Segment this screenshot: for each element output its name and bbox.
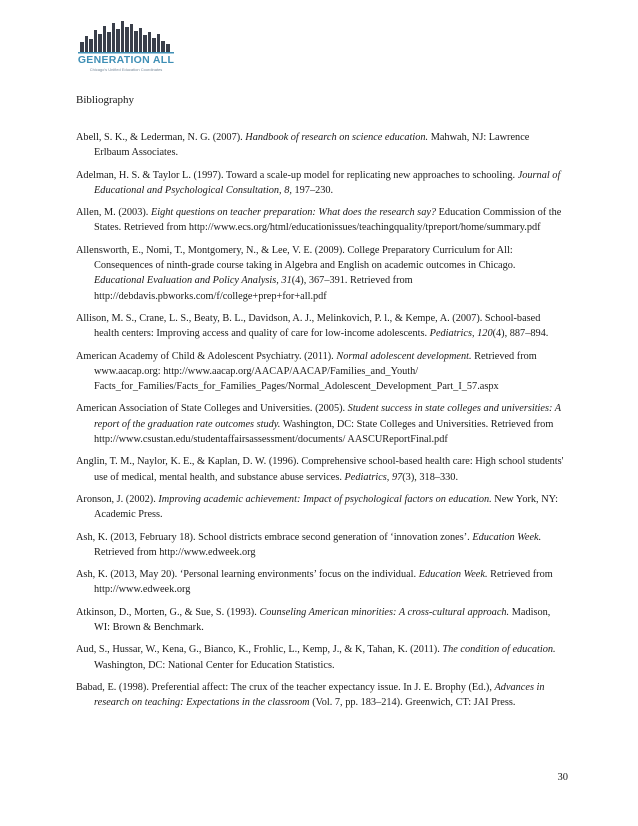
reference-text: Washington, DC: National Center for Education Statistics.: [94, 659, 335, 671]
reference-text: (4), 367–391. Retrieved from http://debdavis.pbworks.com/f/college+prep+for+all.pdf: [94, 275, 413, 302]
reference-italic-text: Educational Evaluation and Policy Analysis, 31: [94, 275, 292, 287]
reference-text: Abell, S. K., & Lederman, N. G. (2007).: [76, 132, 246, 143]
reference-text: Atkinson, D., Morten, G., & Sue, S. (1993).: [76, 606, 260, 618]
reference-italic-text: The condition of education.: [442, 644, 556, 656]
reference-entry: [76, 243, 566, 304]
reference-italic-text: Pediatrics, 120: [429, 328, 493, 340]
reference-text: Retrieved from http://www.edweek.org: [94, 546, 256, 558]
reference-text: Mahwah, NJ: Lawrence Erlbaum Associates.: [94, 132, 530, 159]
reference-italic-text: Education Week.: [418, 569, 488, 581]
reference-entry: [76, 567, 566, 598]
reference-text: American Association of State Colleges and Universities. (2005).: [76, 403, 348, 415]
reference-text: (3), 318–330.: [402, 471, 459, 483]
reference-italic-text: Eight questions on teacher preparation: What does the research say?: [150, 207, 437, 219]
reference-entry: [76, 492, 566, 523]
reference-entry: [76, 680, 566, 711]
reference-entry: [76, 530, 566, 561]
reference-text: Adelman, H. S. & Taylor L. (1997). Toward a scale-up model for replicating new approaches to schooling.: [76, 169, 518, 181]
reference-text: Washington, DC: State Colleges and Universities. Retrieved from http://www.csustan.edu/studentaffairsassessment/documents/ AASCUReportFinal.pdf: [94, 418, 554, 446]
reference-text: Ash, K. (2013, February 18). School districts embrace second generation of ‘innovation zones’.: [76, 531, 473, 543]
reference-text: Anglin, T. M., Naylor, K. E., & Kaplan, D. W. (1996). Comprehensive school-based health care: High school students' use of medical, mental health, and substance abuse services.: [76, 456, 564, 483]
reference-text: American Academy of Child & Adolescent Psychiatry. (2011).: [76, 350, 337, 362]
reference-italic-text: Advances in research on teaching: Expectations in the classroom: [94, 681, 545, 709]
reference-text: Education Commission of the States. Retrieved from http://www.ecs.org/html/educationissues/teachingquality/tpreport/home/summary.pdf: [94, 207, 562, 234]
reference-text: Ash, K. (2013, May 20). ‘Personal learning environments’ focus on the individual.: [76, 569, 419, 581]
reference-entry: [76, 605, 566, 636]
reference-text: Retrieved from www.aacap.org: http://www.aacap.org/AACAP/AACAP/Families_and_Youth/ Facts_for_Families/Facts_for_Families_Pages/Normal_Adolescent_Development_Part_I_57.aspx: [94, 350, 537, 393]
reference-text: Madison, WI: Brown & Benchmark.: [94, 606, 551, 634]
logo-wordmark: GENERATION ALL: [77, 54, 175, 66]
city-skyline-icon: [76, 20, 176, 54]
generation-all-logo: [76, 20, 176, 76]
reference-italic-text: Journal of Educational and Psychological Consultation, 8,: [94, 169, 561, 196]
logo-tagline: Chicago's Unified Education Coordinates: [89, 67, 163, 72]
reference-entry: [76, 130, 566, 161]
reference-entry: [76, 205, 566, 236]
reference-text: Retrieved from http://www.edweek.org: [94, 569, 553, 596]
reference-list: [76, 130, 566, 718]
reference-italic-text: Pediatrics, 97: [344, 471, 403, 483]
reference-entry: [76, 401, 566, 447]
reference-entry: [76, 454, 566, 485]
reference-text: Aud, S., Hussar, W., Kena, G., Bianco, K., Frohlic, L., Kemp, J., & K, Tahan, K. (2011).: [76, 644, 443, 656]
page-number: 30: [557, 772, 568, 783]
reference-italic-text: Handbook of research on science education.: [245, 132, 429, 143]
reference-text: Allen, M. (2003).: [76, 207, 151, 219]
reference-text: Aronson, J. (2002).: [76, 493, 159, 505]
reference-text: Babad, E. (1998). Preferential affect: The crux of the teacher expectancy issue. In J. E. Brophy (Ed.),: [76, 681, 495, 693]
reference-text: New York, NY: Academic Press.: [94, 493, 558, 521]
reference-text: (Vol. 7, pp. 183–214). Greenwich, CT: JAI Press.: [309, 697, 516, 709]
reference-text: Allensworth, E., Nomi, T., Montgomery, N., & Lee, V. E. (2009). College Preparatory Curriculum for All: Consequences of ninth-grade course taking in Algebra and English on academic outcomes in Chicago.: [76, 244, 516, 272]
reference-text: Allison, M. S., Crane, L. S., Beaty, B. L., Davidson, A. J., Melinkovich, P. l., & Kempe, A. (2007). School-based health centers: Improving access and quality of care for low-income adolescents.: [76, 312, 541, 340]
reference-entry: [76, 642, 566, 673]
reference-italic-text: Improving academic achievement: Impact of psychological factors on education.: [158, 493, 492, 505]
reference-text: (4), 887–894.: [492, 328, 549, 340]
reference-entry: [76, 168, 566, 199]
reference-entry: [76, 349, 566, 395]
reference-italic-text: Counseling American minorities: A cross-cultural approach.: [259, 606, 510, 618]
reference-entry: [76, 311, 566, 342]
reference-italic-text: Education Week.: [472, 531, 542, 543]
reference-italic-text: Student success in state colleges and universities: A report of the graduation rate outcomes study.: [94, 403, 561, 430]
page-heading: Bibliography: [76, 94, 135, 106]
reference-italic-text: Normal adolescent development.: [336, 350, 472, 362]
reference-text: 197–230.: [291, 184, 334, 196]
